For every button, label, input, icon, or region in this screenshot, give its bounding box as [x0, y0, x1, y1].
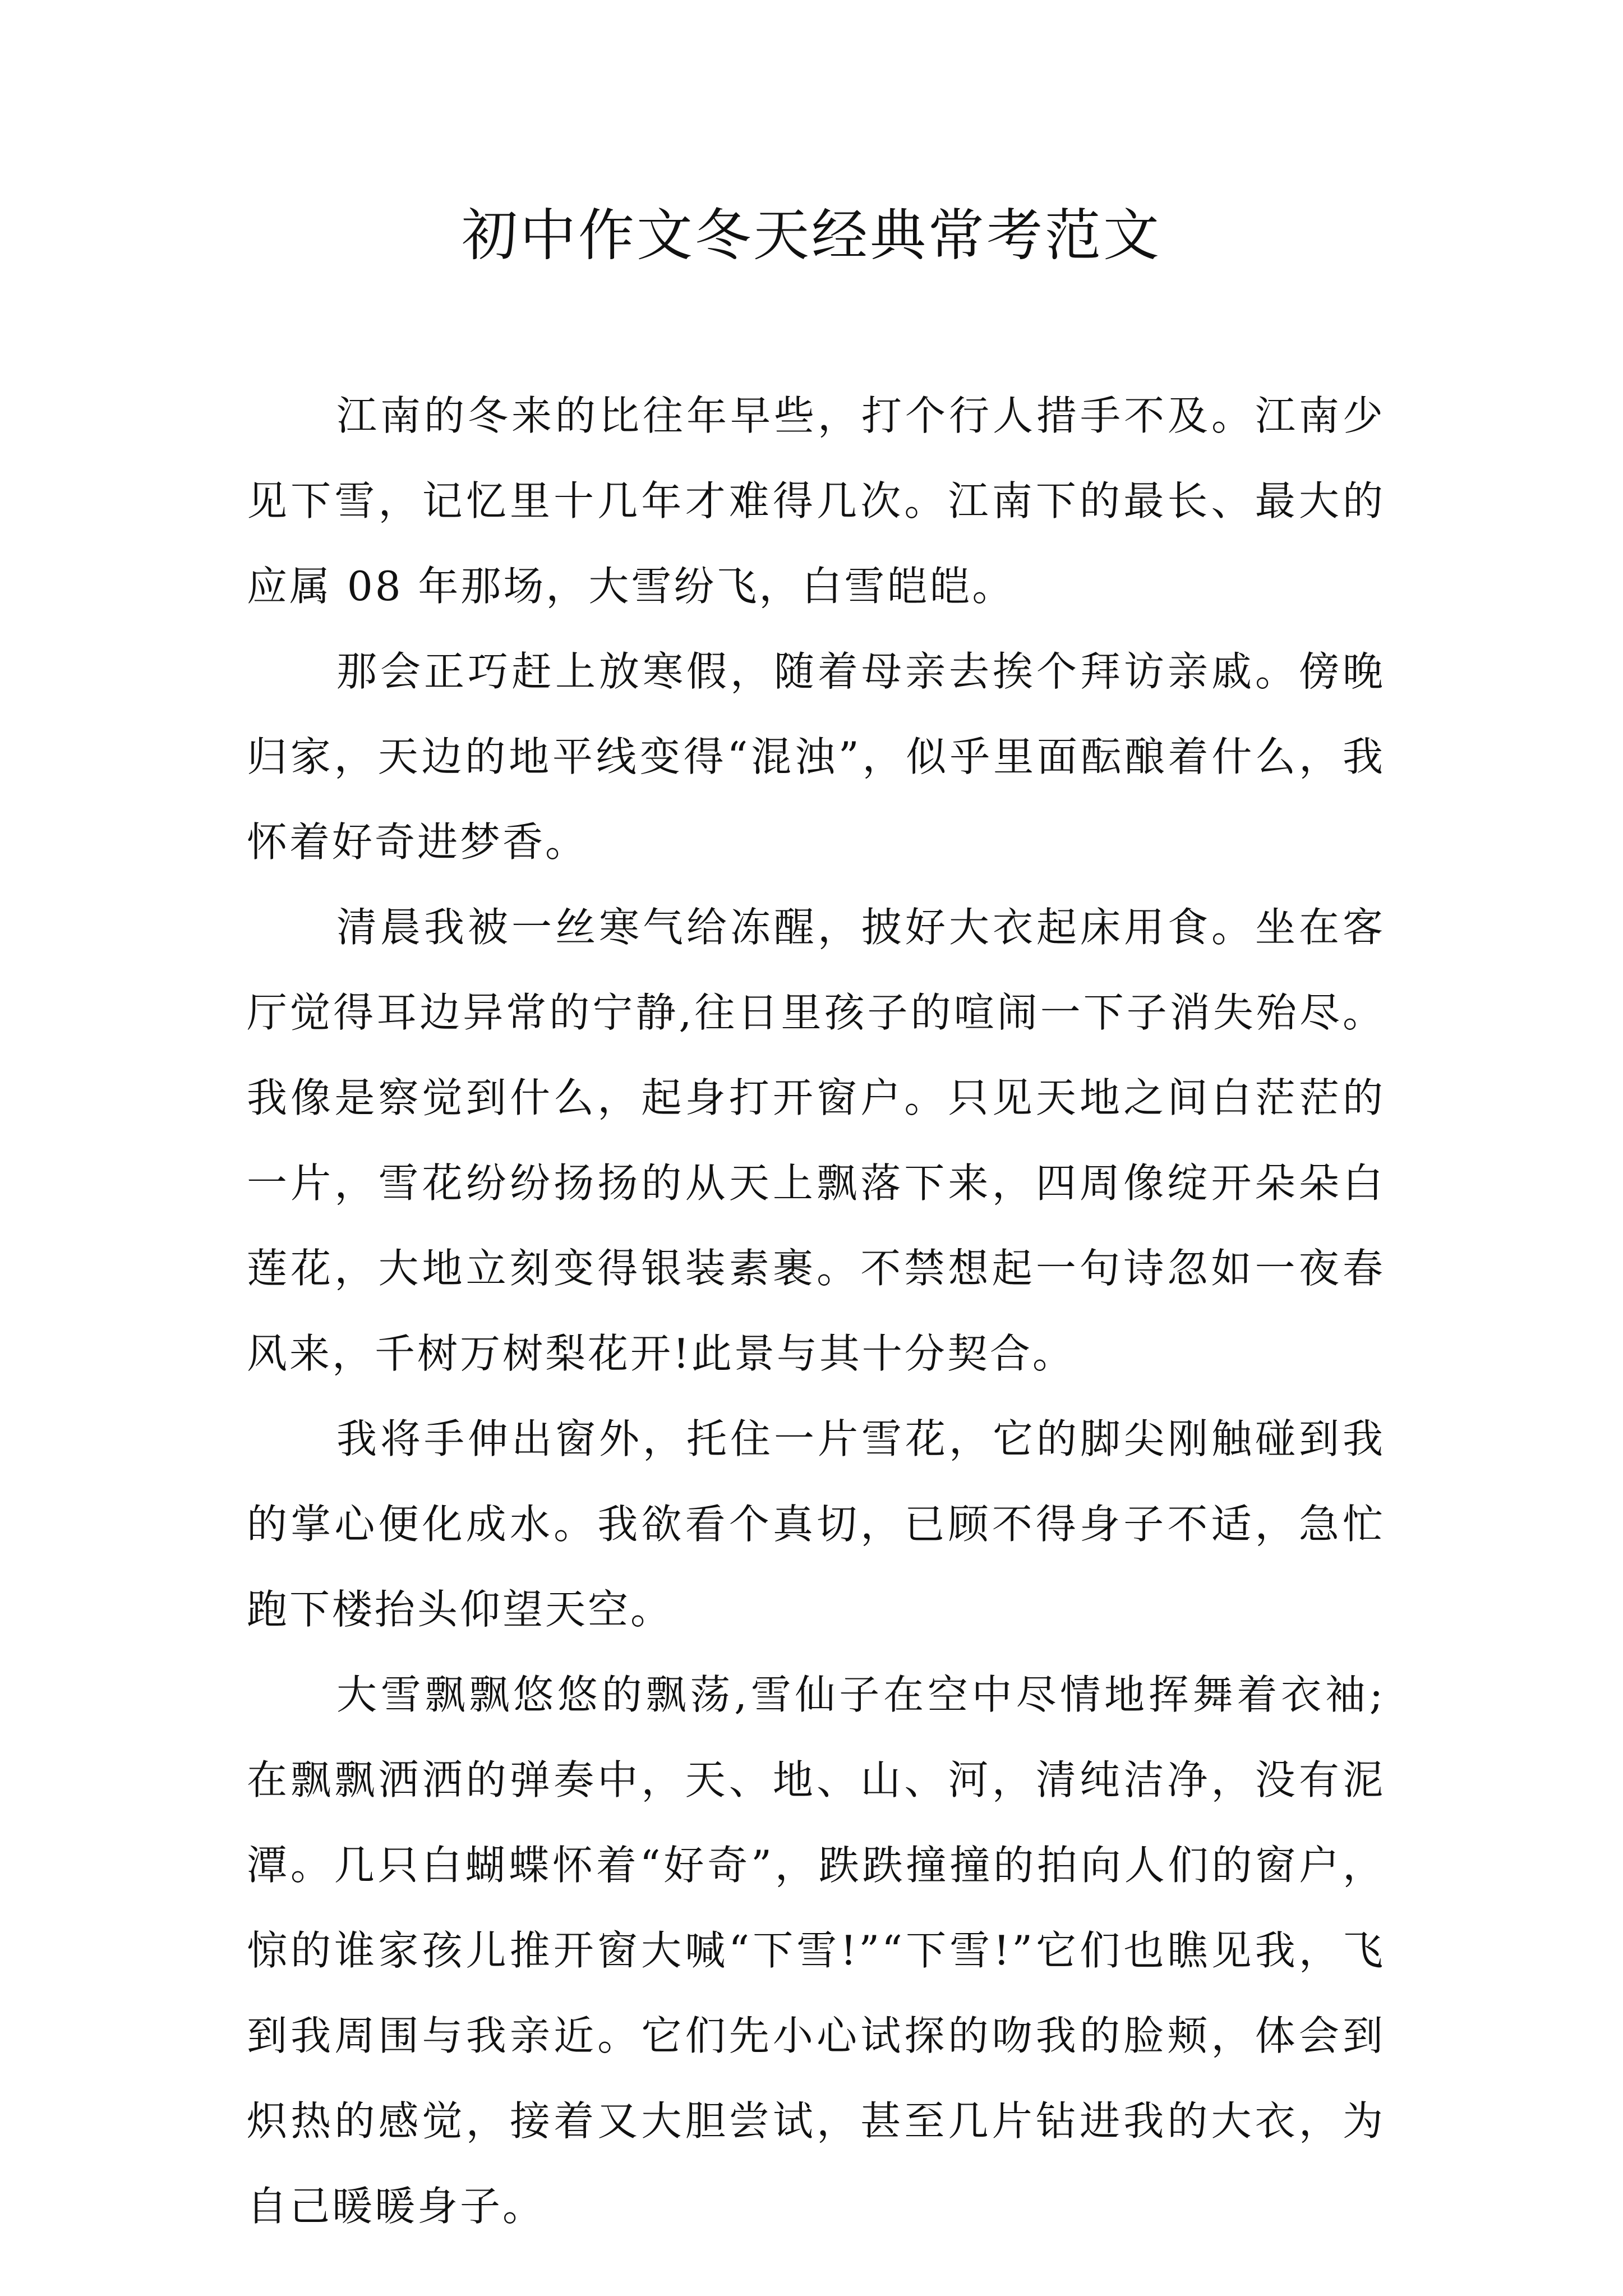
- paragraph-3: 清晨我被一丝寒气给冻醒，披好大衣起床用食。坐在客厅觉得耳边异常的宁静,往日里孩子的喧闹一下子消失殆尽。我像是察觉到什么，起身打开窗户。只见天地之间白茫茫的一片，雪花纷纷扬扬的从天上飘落下来，四周像绽开朵朵白莲花，大地立刻变得银装素裹。不禁想起一句诗忽如一夜春风来，千树万树梨花开!此景与其十分契合。: [247, 904, 1385, 1377]
- paragraph-2: 那会正巧赶上放寒假，随着母亲去挨个拜访亲戚。傍晚归家，天边的地平线变得“混浊”，似乎里面酝酿着什么，我怀着好奇进梦香。: [247, 648, 1385, 866]
- paragraph-5: 大雪飘飘悠悠的飘荡,雪仙子在空中尽情地挥舞着衣袖;在飘飘洒洒的弹奏中，天、地、山、河，清纯洁净，没有泥潭。几只白蝴蝶怀着“好奇”，跌跌撞撞的拍向人们的窗户，惊的谁家孩儿推开窗大喊“下雪!”“下雪!”它们也瞧见我，飞到我周围与我亲近。它们先小心试探的吻我的脸颊，体会到炽热的感觉，接着又大胆尝试，甚至几片钻进我的大衣，为自己暖暖身子。: [247, 1671, 1385, 2230]
- paragraph-4: 我将手伸出窗外，托住一片雪花，它的脚尖刚触碰到我的掌心便化成水。我欲看个真切，已顾不得身子不适，急忙跑下楼抬头仰望天空。: [247, 1415, 1385, 1633]
- paragraph-1: 江南的冬来的比往年早些，打个行人措手不及。江南少见下雪，记忆里十几年才难得几次。江南下的最长、最大的应属 08 年那场，大雪纷飞，白雪皑皑。: [247, 392, 1385, 610]
- document-body: [247, 373, 1385, 2249]
- document-title: 初中作文冬天经典常考范文: [462, 203, 1161, 268]
